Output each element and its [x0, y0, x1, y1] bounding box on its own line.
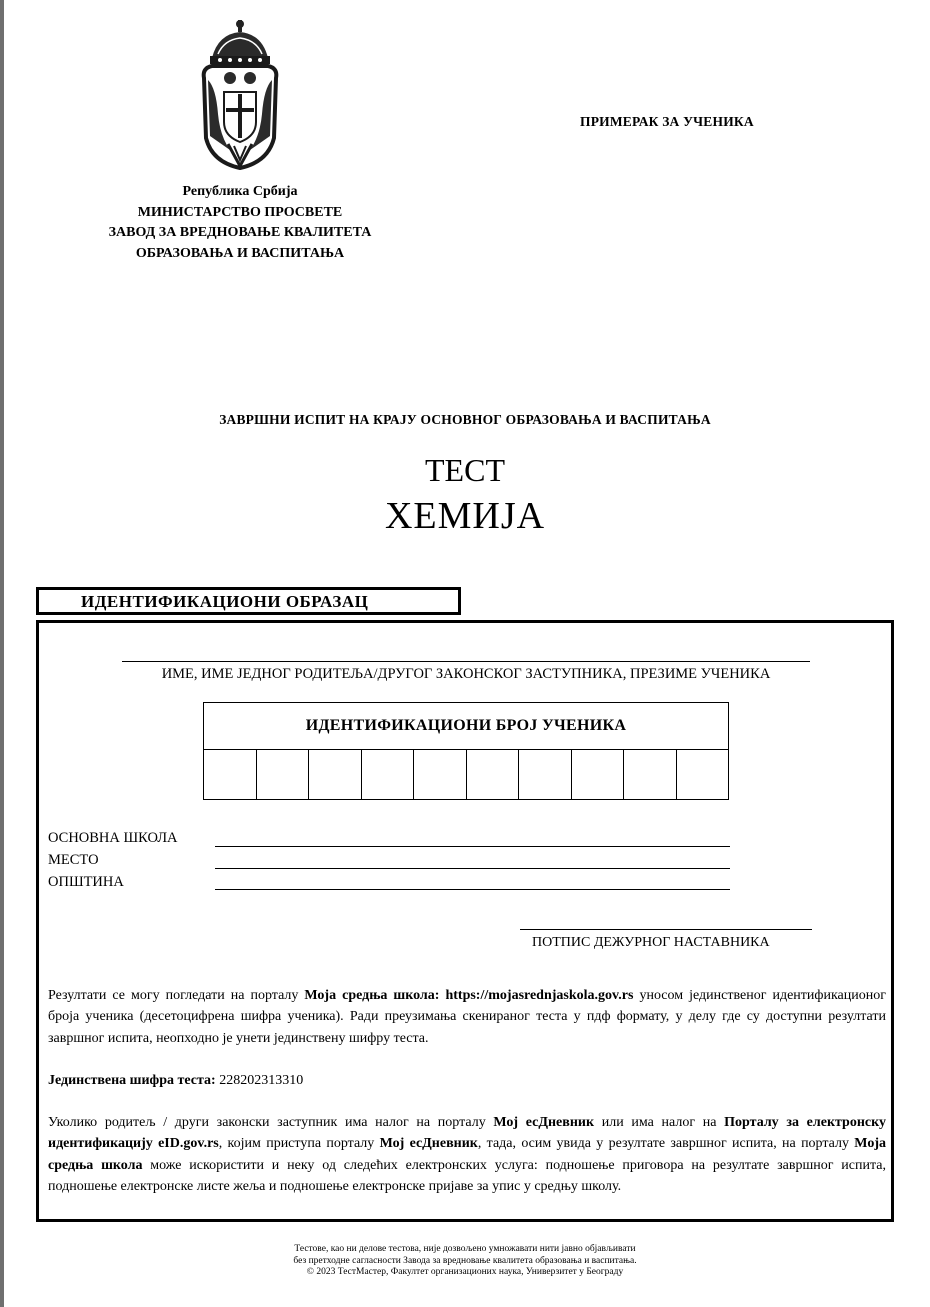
student-id-cell[interactable]: [467, 750, 520, 800]
municipality-input-line[interactable]: [215, 889, 730, 890]
student-id-cell[interactable]: [624, 750, 677, 800]
student-id-table: [203, 702, 729, 800]
student-id-cells: [204, 750, 728, 800]
test-code: [48, 1070, 886, 1091]
student-id-cell[interactable]: [204, 750, 257, 800]
form-title: ИДЕНТИФИКАЦИОНИ ОБРАЗАЦ: [36, 587, 461, 615]
school-label: ОСНОВНА ШКОЛА: [48, 830, 178, 846]
signature-label: ПОТПИС ДЕЖУРНОГ НАСТАВНИКА: [532, 935, 770, 950]
name-input-line[interactable]: [122, 661, 810, 662]
portal-name: Моја средња школа: [48, 1136, 886, 1173]
test-word: ТЕСТ: [425, 452, 505, 488]
copyright-footer: [0, 1244, 930, 1279]
info-text: , којим приступа порталу: [218, 1136, 380, 1152]
results-info-paragraph: [48, 985, 886, 1049]
student-id-cell[interactable]: [519, 750, 572, 800]
portal-name: Порталу за електронску идентификацију eID.gov.rs: [48, 1115, 886, 1152]
footer-line: Тестове, као ни делове тестова, није дозвољено умножавати нити јавно објављивати: [294, 1244, 636, 1254]
student-id-cell[interactable]: [257, 750, 310, 800]
school-input-line[interactable]: [215, 846, 730, 847]
portal-name: Мој есДневник: [379, 1136, 478, 1152]
student-id-cell[interactable]: [414, 750, 467, 800]
agency-line: МИНИСТАРСТВО ПРОСВЕТЕ: [137, 204, 343, 220]
student-id-cell[interactable]: [677, 750, 729, 800]
portal-link[interactable]: Моја средња школа: https://mojasrednjaskola.gov.rs: [304, 988, 634, 1003]
agency-line: ЗАВОД ЗА ВРЕДНОВАЊЕ КВАЛИТЕТА: [108, 225, 372, 240]
info-text: , тада, осим увида у резултате завршног испита, на порталу: [477, 1136, 855, 1152]
services-info-paragraph: [48, 1112, 886, 1197]
agency-line: ОБРАЗОВАЊА И ВАСПИТАЊА: [135, 245, 345, 261]
page-edge: [0, 0, 4, 1307]
portal-name: Мој есДневник: [493, 1115, 595, 1130]
agency-line: Република Србија: [182, 184, 298, 199]
student-id-cell[interactable]: [362, 750, 415, 800]
place-input-line[interactable]: [215, 868, 730, 869]
info-text: или има налог на: [594, 1115, 725, 1130]
place-label: МЕСТО: [48, 852, 99, 868]
test-code-label: Јединствена шифра теста:: [48, 1073, 216, 1088]
signature-line[interactable]: [520, 929, 812, 930]
student-id-header: ИДЕНТИФИКАЦИОНИ БРОЈ УЧЕНИКА: [204, 703, 728, 750]
student-id-cell[interactable]: [309, 750, 362, 800]
info-text: Резултати се могу погледати на порталу: [48, 988, 305, 1003]
municipality-label: ОПШТИНА: [48, 874, 124, 890]
test-code-value: 228202313310: [215, 1073, 304, 1088]
footer-line: © 2023 ТестМастер, Факултет организационих наука, Универзитет у Београду: [306, 1267, 624, 1277]
info-text: Уколико родитељ / други законски заступник има налог на порталу: [48, 1115, 494, 1130]
info-text: може искористити и неку од следећих електронских услуга: подношење приговора на резултате завршног испита, подношење електронске листе жеља и подношење електронске пријаве за упис у средњу школу.: [48, 1157, 886, 1194]
exam-title: ЗАВРШНИ ИСПИТ НА КРАЈУ ОСНОВНОГ ОБРАЗОВАЊА И ВАСПИТАЊА: [219, 412, 711, 427]
footer-line: без претходне сагласности Завода за вредновање квалитета образовања и васпитања.: [293, 1255, 637, 1266]
copy-label: ПРИМЕРАК ЗА УЧЕНИКА: [580, 114, 754, 129]
student-id-cell[interactable]: [572, 750, 625, 800]
serbian-coat-of-arms-icon: [198, 18, 282, 170]
name-label: ИМЕ, ИМЕ ЈЕДНОГ РОДИТЕЉА/ДРУГОГ ЗАКОНСКОГ ЗАСТУПНИКА, ПРЕЗИМЕ УЧЕНИКА: [161, 666, 771, 682]
info-text: уносом јединственог идентификационог броја ученика (десетоцифрена шифра ученика). Ради преузимања скенираног теста у пдф формату, у делу где су доступни резултати завршног испита, неопходно је унети јединствену шифру теста.: [48, 988, 886, 1046]
subject-title: ХЕМИЈА: [384, 495, 546, 537]
issuing-agency: [60, 182, 420, 264]
